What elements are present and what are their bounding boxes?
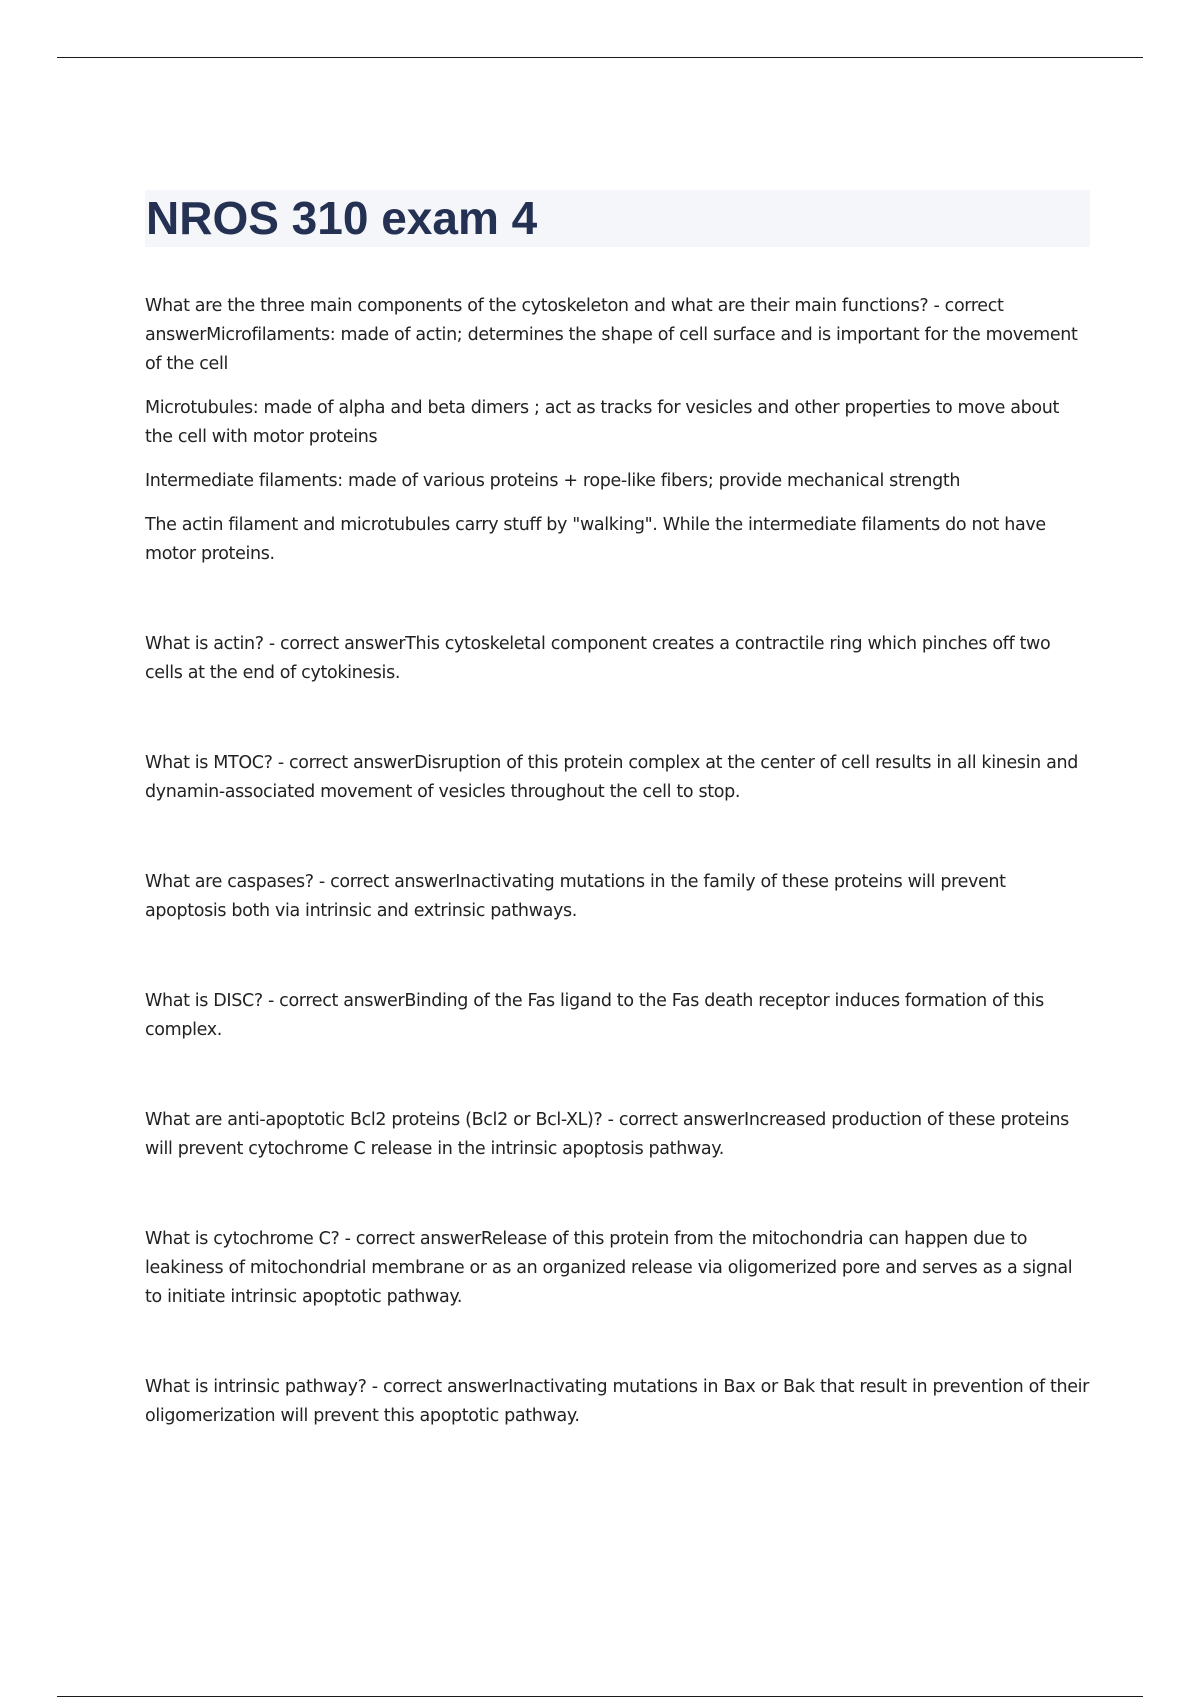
microtubules-paragraph: Microtubules: made of alpha and beta dimers ; act as tracks for vesicles and other properties to move about the cell with motor proteins	[145, 398, 1059, 447]
qa-intrinsic-pathway: What is intrinsic pathway? - correct answerInactivating mutations in Bax or Bak that result in prevention of their oligomerization will prevent this apoptotic pathway.	[145, 1377, 1090, 1426]
page-title: NROS 310 exam 4	[146, 192, 538, 244]
intermediate-filaments-paragraph: Intermediate filaments: made of various proteins + rope-like fibers; provide mechanical strength	[145, 471, 961, 491]
qa-cytoskeleton: What are the three main components of the cytoskeleton and what are their main functions? - correct answerMicrofilaments: made of actin; determines the shape of cell surface and is important for the movement of the cell	[145, 296, 1078, 374]
top-divider	[57, 57, 1143, 58]
qa-cytochrome-c: What is cytochrome C? - correct answerRelease of this protein from the mitochondria can happen due to leakiness of mitochondrial membrane or as an organized release via oligomerized pore and serves as a signal to initiate intrinsic apoptotic pathway.	[145, 1229, 1073, 1307]
qa-disc: What is DISC? - correct answerBinding of the Fas ligand to the Fas death receptor induces formation of this complex.	[145, 991, 1044, 1040]
qa-actin: What is actin? - correct answerThis cytoskeletal component creates a contractile ring which pinches off two cells at the end of cytokinesis.	[145, 634, 1051, 683]
motor-proteins-paragraph: The actin filament and microtubules carry stuff by "walking". While the intermediate filaments do not have motor proteins.	[145, 515, 1046, 564]
qa-mtoc: What is MTOC? - correct answerDisruption of this protein complex at the center of cell results in all kinesin and dynamin-associated movement of vesicles throughout the cell to stop.	[145, 753, 1078, 802]
qa-bcl2: What are anti-apoptotic Bcl2 proteins (Bcl2 or Bcl-XL)? - correct answerIncreased production of these proteins will prevent cytochrome C release in the intrinsic apoptosis pathway.	[145, 1110, 1069, 1159]
bottom-divider	[57, 1696, 1143, 1697]
document-body	[145, 292, 1090, 1431]
qa-caspases: What are caspases? - correct answerInactivating mutations in the family of these proteins will prevent apoptosis both via intrinsic and extrinsic pathways.	[145, 872, 1006, 921]
